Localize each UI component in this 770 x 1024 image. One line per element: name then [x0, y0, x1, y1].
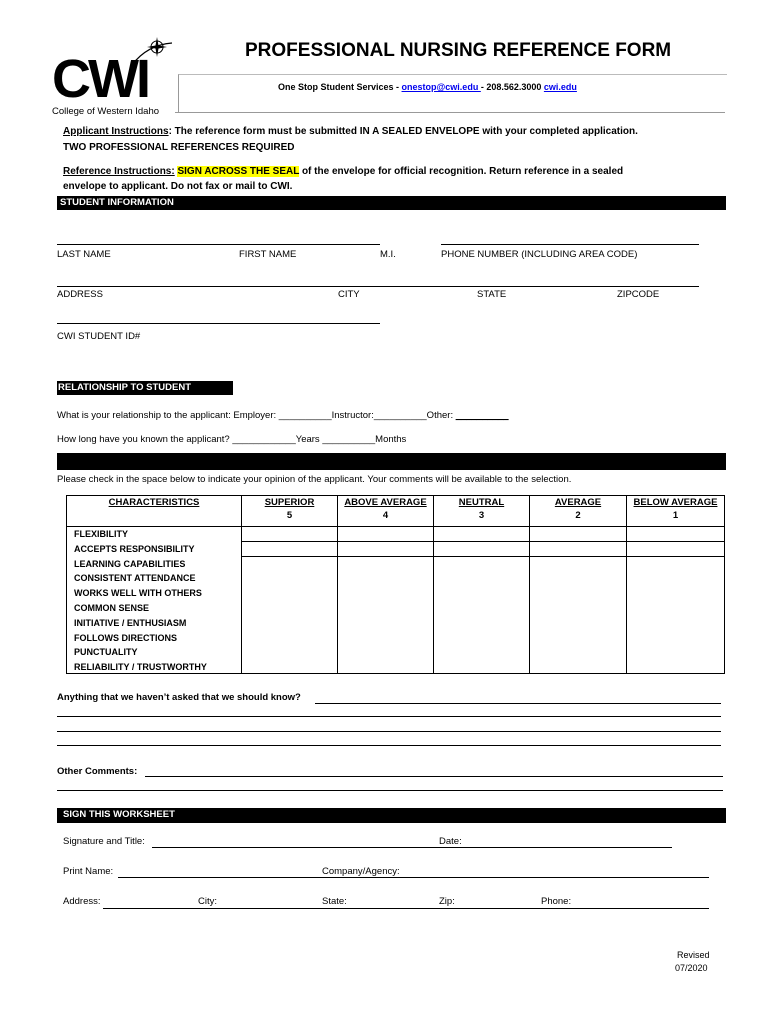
- characteristic-item: RELIABILITY / TRUSTWORTHY: [74, 662, 207, 673]
- contact-line: [278, 82, 577, 92]
- above-average-rule-2: [338, 542, 433, 557]
- reference-instructions-text: of the envelope for official recognition. Return reference in a sealed: [299, 166, 624, 177]
- below-average-rule-2: [627, 542, 724, 557]
- col-characteristics: CHARACTERISTICS: [67, 496, 242, 527]
- contact-phone: - 208.562.3000: [480, 82, 544, 92]
- address-label: ADDRESS: [57, 289, 103, 300]
- references-required: TWO PROFESSIONAL REFERENCES REQUIRED: [63, 142, 295, 153]
- superior-cell[interactable]: [242, 527, 338, 674]
- known-duration-question: How long have you known the applicant? ____________Years __________Months: [57, 434, 407, 445]
- revised-label: Revised: [677, 950, 710, 960]
- characteristic-item: WORKS WELL WITH OTHERS: [74, 588, 202, 599]
- above-average-rule-1: [338, 527, 433, 542]
- other-comments-label: Other Comments:: [57, 766, 138, 777]
- col-superior: SUPERIOR 5: [242, 496, 338, 527]
- below-average-rule-1: [627, 527, 724, 542]
- characteristic-item: PUNCTUALITY: [74, 647, 138, 658]
- anything-answer-line-1[interactable]: [315, 703, 721, 704]
- characteristic-item: INITIATIVE / ENTHUSIASM: [74, 617, 187, 628]
- relationship-header: RELATIONSHIP TO STUDENT: [57, 381, 233, 395]
- mi-label: M.I.: [380, 249, 396, 260]
- signature-label: Signature and Title:: [63, 836, 145, 847]
- sign-seal-highlight: SIGN ACROSS THE SEAL: [177, 166, 300, 177]
- col-neutral: NEUTRAL 3: [434, 496, 530, 527]
- characteristic-item: CONSISTENT ATTENDANCE: [74, 573, 196, 584]
- phone-label: PHONE NUMBER (INCLUDING AREA CODE): [441, 249, 638, 260]
- zip-sign-label: Zip:: [439, 896, 455, 907]
- other-comments-line-2[interactable]: [57, 790, 723, 791]
- print-name-field[interactable]: [118, 877, 709, 878]
- relationship-question: [57, 410, 509, 421]
- city-label: CITY: [338, 289, 360, 300]
- student-info-header: STUDENT INFORMATION: [57, 196, 726, 210]
- company-label: Company/Agency:: [322, 866, 400, 877]
- city-sign-label: City:: [198, 896, 217, 907]
- address-sign-label: Address:: [63, 896, 101, 907]
- neutral-cell[interactable]: [434, 527, 530, 674]
- applicant-instructions-text: : The reference form must be submitted IN A SEALED ENVELOPE with your completed application.: [168, 126, 638, 137]
- rating-intro: Please check in the space below to indicate your opinion of the applicant. Your comments will be available to the selection.: [57, 474, 572, 485]
- neutral-rule-2: [434, 542, 529, 557]
- average-cell[interactable]: [530, 527, 627, 674]
- signature-field[interactable]: [152, 847, 672, 848]
- state-sign-label: State:: [322, 896, 347, 907]
- characteristic-item: LEARNING CAPABILITIES: [74, 558, 186, 569]
- characteristic-item: FOLLOWS DIRECTIONS: [74, 632, 177, 643]
- relationship-question-text: What is your relationship to the applicant: Employer: __________Instructor:__________Other:: [57, 410, 456, 421]
- anything-answer-line-4[interactable]: [57, 745, 721, 746]
- col-above-average: ABOVE AVERAGE 4: [338, 496, 434, 527]
- student-id-label: CWI STUDENT ID#: [57, 331, 141, 342]
- characteristics-bottom-rule: [66, 673, 725, 674]
- phone-field[interactable]: [441, 244, 699, 245]
- logo-subtitle: College of Western Idaho: [52, 106, 160, 117]
- sign-header: SIGN THIS WORKSHEET: [57, 808, 726, 823]
- last-name-field[interactable]: [57, 244, 380, 245]
- anything-question: Anything that we haven’t asked that we should know?: [57, 692, 301, 703]
- reference-instructions: [63, 166, 623, 177]
- zip-label: ZIPCODE: [617, 289, 660, 300]
- average-rule-1: [530, 527, 626, 542]
- other-field[interactable]: __________: [455, 410, 509, 421]
- superior-rule-1: [242, 527, 337, 542]
- below-average-cell[interactable]: [627, 527, 725, 674]
- average-rule-2: [530, 542, 626, 557]
- address-field[interactable]: [57, 286, 699, 287]
- reference-instructions-label: Reference Instructions:: [63, 166, 175, 177]
- page-title: PROFESSIONAL NURSING REFERENCE FORM: [245, 40, 672, 61]
- header-box: [178, 74, 727, 113]
- email-link[interactable]: onestop@cwi.edu: [401, 82, 481, 92]
- student-id-field[interactable]: [57, 323, 380, 324]
- print-name-label: Print Name:: [63, 866, 114, 877]
- characteristics-list: [74, 527, 207, 675]
- contact-prefix: One Stop Student Services -: [278, 82, 402, 92]
- other-comments-line-1[interactable]: [145, 776, 723, 777]
- address-sign-field[interactable]: [103, 908, 709, 909]
- last-name-label: LAST NAME: [57, 249, 111, 260]
- col-below-average: BELOW AVERAGE 1: [627, 496, 725, 527]
- rating-section-bar: [57, 453, 726, 470]
- above-average-cell[interactable]: [338, 527, 434, 674]
- phone-sign-label: Phone:: [541, 896, 572, 907]
- applicant-instructions: [63, 126, 638, 137]
- applicant-instructions-label: Applicant Instructions: [63, 126, 169, 137]
- anything-answer-line-2[interactable]: [57, 716, 721, 717]
- revised-date: 07/2020: [675, 963, 708, 973]
- reference-instructions-line2: envelope to applicant. Do not fax or mail to CWI.: [63, 181, 293, 192]
- website-link[interactable]: cwi.edu: [543, 82, 577, 92]
- characteristic-item: FLEXIBILITY: [74, 529, 128, 539]
- rating-header-row: [67, 496, 725, 527]
- state-label: STATE: [477, 289, 507, 300]
- date-label: Date:: [439, 836, 462, 847]
- characteristic-item: ACCEPTS RESPONSIBILITY: [74, 543, 195, 554]
- cwi-logo: [52, 40, 177, 120]
- first-name-label: FIRST NAME: [239, 249, 297, 260]
- characteristic-item: COMMON SENSE: [74, 602, 150, 613]
- superior-rule-2: [242, 542, 337, 557]
- neutral-rule-1: [434, 527, 529, 542]
- logo-wordmark: CWI: [52, 49, 148, 109]
- col-average: AVERAGE 2: [530, 496, 627, 527]
- anything-answer-line-3[interactable]: [57, 731, 721, 732]
